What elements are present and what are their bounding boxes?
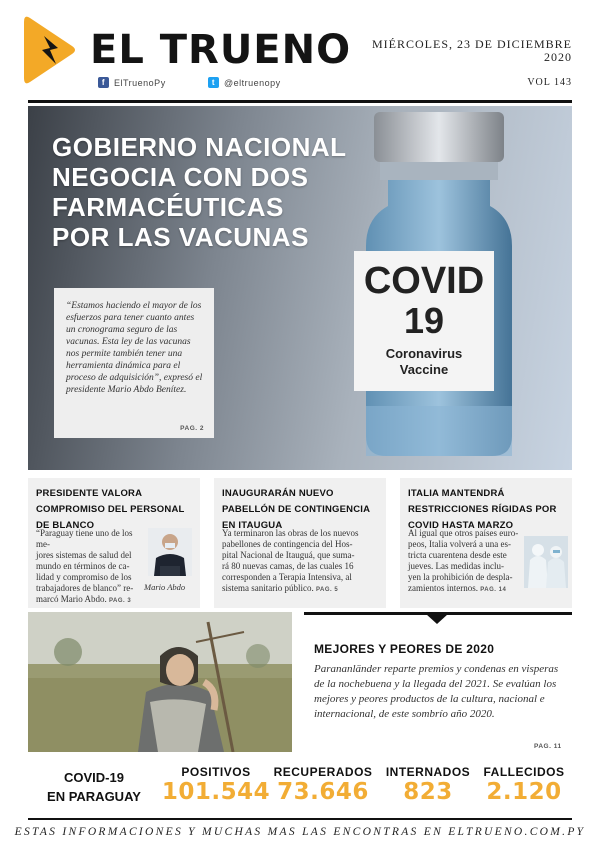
- body-line: pital Nacional de Itauguá, que suma-: [222, 550, 355, 560]
- twitter-handle: @eltruenopy: [224, 77, 281, 88]
- stat-title-recuperados: RECUPERADOS: [273, 765, 373, 779]
- logo-icon: [22, 16, 82, 84]
- story-body: [222, 528, 382, 596]
- body-line: pabellones de contingencia del Hos-: [222, 539, 353, 549]
- story-body: [36, 528, 146, 607]
- body-line: marcó Mario Abdo. PAG. 3: [36, 594, 132, 604]
- facebook-link[interactable]: [98, 77, 166, 88]
- story-body: [408, 528, 524, 596]
- photo-caption: Mario Abdo: [144, 582, 186, 592]
- story-president[interactable]: [28, 478, 200, 608]
- stats-label: EN PARAGUAY: [47, 789, 141, 804]
- hero-headline[interactable]: [52, 132, 372, 252]
- date-weekday: MIÉRCOLES, 23 DE DICIEMBRE: [372, 37, 572, 51]
- medical-workers-photo: [524, 536, 568, 588]
- feature-body: Parananländer reparte premios y condenas en visperas de la nochebuena y la llegada del 2021. Se evalúan los mejores y peores productos de la cultura, nacional e internacional, de este sombrío año 2020.: [314, 663, 559, 720]
- body-line: sistema sanitario público. PAG. 5: [222, 583, 339, 593]
- top-divider: [28, 100, 572, 103]
- stat-value-fallecidos: 2.120: [486, 779, 562, 805]
- painting-image: [28, 612, 292, 752]
- headline-line: POR LAS VACUNAS: [52, 222, 309, 252]
- facebook-handle: ElTruenoPy: [114, 77, 166, 88]
- body-line: Ya terminaron las obras de los nuevos: [222, 528, 359, 538]
- body-line: Al igual que otros países euro-: [408, 528, 519, 538]
- headline-line: NEGOCIA CON DOS: [52, 162, 309, 192]
- quote-box: [54, 288, 214, 438]
- stats-label: COVID-19: [64, 770, 124, 785]
- twitter-link[interactable]: [208, 77, 281, 88]
- body-line: zamientos internos. PAG. 14: [408, 583, 507, 593]
- body-line: tricta cuarentena desde este: [408, 550, 507, 560]
- body-line: jores sistemas de salud del: [36, 550, 132, 560]
- vial-label-vaccine: Vaccine: [399, 362, 449, 377]
- stat-value-recuperados: 73.646: [277, 779, 369, 805]
- brand-name: EL TRUENO: [90, 27, 352, 73]
- body-line: peos, Italia volverá a una es-: [408, 539, 511, 549]
- feature-title[interactable]: MEJORES Y PEORES DE 2020: [314, 642, 495, 656]
- vial-label: [354, 251, 494, 391]
- president-photo: [148, 528, 192, 576]
- facebook-icon: f: [98, 77, 109, 88]
- twitter-icon: t: [208, 77, 219, 88]
- hero-story[interactable]: [28, 106, 572, 470]
- issue-date: [372, 38, 572, 64]
- body-line: “Paraguay tiene uno de los me-: [36, 528, 133, 549]
- page-reference[interactable]: PAG. 5: [315, 587, 339, 593]
- body-line: trabajadores de blanco” re-: [36, 583, 134, 593]
- volume-number: VOL 143: [527, 77, 572, 88]
- stat-title-positivos: POSITIVOS: [181, 765, 251, 779]
- stat-title-fallecidos: FALLECIDOS: [483, 765, 565, 779]
- feature-pointer: [426, 614, 448, 624]
- story-pabellon[interactable]: [214, 478, 386, 608]
- date-year: 2020: [544, 50, 572, 64]
- body-line: mundo en términos de ca-: [36, 561, 130, 571]
- page-reference[interactable]: PAG. 11: [534, 743, 562, 750]
- page-reference[interactable]: PAG. 14: [480, 587, 507, 593]
- story-italia[interactable]: [400, 478, 572, 608]
- page-reference[interactable]: PAG. 2: [180, 425, 204, 432]
- vial-label-covid: COVID: [363, 260, 485, 302]
- body-line: yen la prohibición de despla-: [408, 572, 513, 582]
- body-line: jueves. Las medidas inclu-: [408, 561, 504, 571]
- headline-line: GOBIERNO NACIONAL: [52, 132, 347, 162]
- stat-value-positivos: 101.544: [161, 779, 271, 805]
- headline-line: FARMACÉUTICAS: [52, 192, 284, 222]
- body-line: lidad y compromiso de los: [36, 572, 132, 582]
- stat-value-internados: 823: [403, 779, 453, 805]
- vial-label-19: 19: [403, 300, 445, 341]
- quote-text: “Estamos haciendo el mayor de los esfuerzos para tener cuanto antes un cronograma seguro de las vacunas. Esta ley de las vacunas nos permite también tener una herramienta dinámica para el proceso de adquisición”, expresó el presidente Mario Abdo Benítez.: [66, 301, 203, 395]
- story-heading[interactable]: PRESIDENTE VALORA COMPROMISO DEL PERSONAL DE BLANCO: [36, 488, 185, 531]
- footer-text[interactable]: ESTAS INFORMACIONES Y MUCHAS MAS LAS ENCONTRAS EN ELTRUENO.COM.PY: [14, 826, 586, 838]
- bottom-divider: [28, 818, 572, 820]
- stat-title-internados: INTERNADOS: [385, 765, 471, 779]
- body-line: corresponden a Terapia Intensiva, al: [222, 572, 352, 582]
- story-heading[interactable]: INAUGURARÁN NUEVO PABELLÓN DE CONTINGENCIA EN ITAUGUA: [222, 488, 370, 531]
- vial-label-coronavirus: Coronavirus: [385, 346, 463, 361]
- story-heading[interactable]: ITALIA MANTENDRÁ RESTRICCIONES RÍGIDAS POR COVID HASTA MARZO: [408, 488, 557, 531]
- covid-stats: [28, 758, 572, 816]
- body-line: rá 80 nuevas camas, de las cuales 16: [222, 561, 354, 571]
- page-reference[interactable]: PAG. 3: [108, 598, 132, 604]
